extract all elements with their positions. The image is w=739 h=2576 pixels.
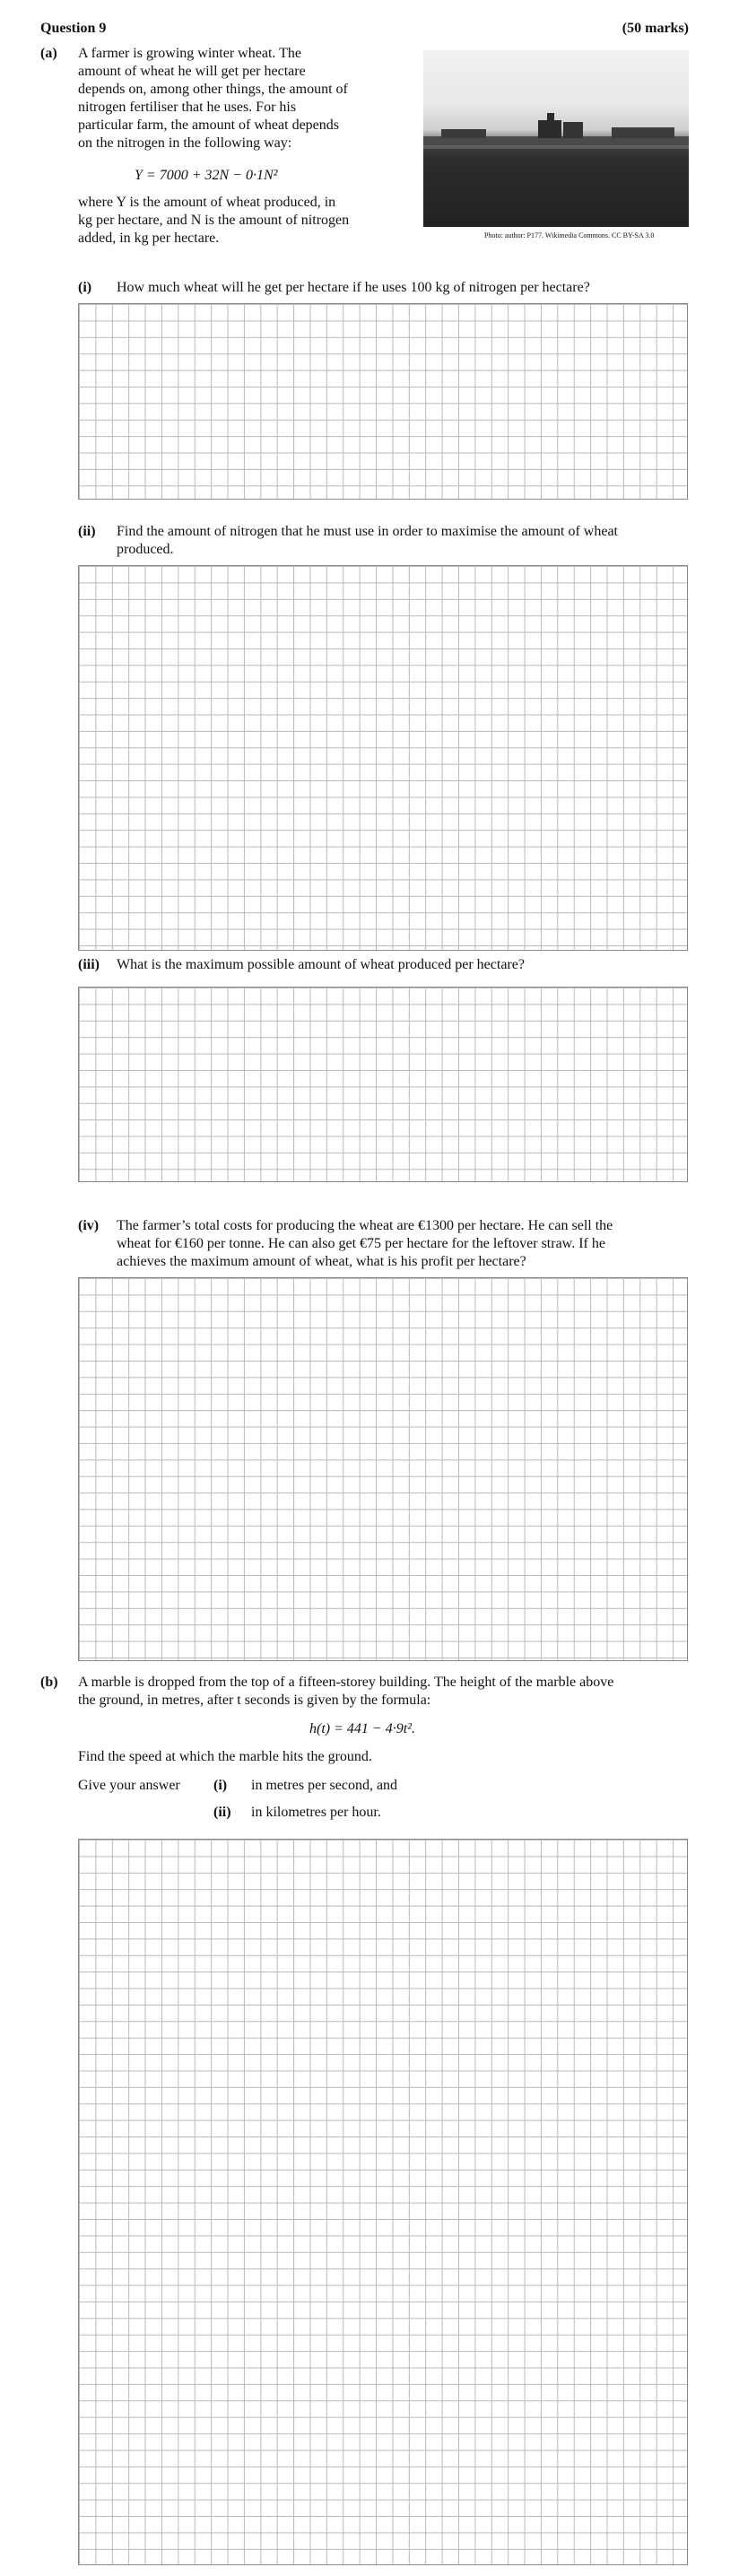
marks-label: (50 marks) [622,21,689,36]
find-instruction: Find the speed at which the marble hits the ground. [78,1749,372,1764]
where-text [78,194,419,248]
option-ii-label: (ii) [213,1805,231,1820]
wheat-equation: Y = 7000 + 32N − 0·1N² [135,168,278,183]
intro-line: nitrogen fertiliser that he uses. For his [78,100,297,115]
answer-grid-iii[interactable] [78,987,688,1182]
part-a-label: (a) [40,46,57,61]
tractor-silhouette-graphic [423,50,689,227]
intro-line: depends on, among other things, the amount of [78,82,348,97]
give-answer-text: Give your answer [78,1778,180,1793]
intro-line: the ground, in metres, after t seconds is given by the formula: [78,1693,431,1708]
answer-grid-b[interactable] [78,1839,688,2565]
answer-grid-iv[interactable] [78,1277,688,1661]
option-i-text: in metres per second, and [251,1778,398,1793]
intro-line: on the nitrogen in the following way: [78,135,292,151]
part-iv-question [117,1217,691,1271]
part-iii-label: (iii) [78,957,100,972]
part-ii-label: (ii) [78,524,96,539]
part-ii-question [117,523,691,559]
question-line: produced. [117,542,174,557]
intro-line: amount of wheat he will get per hectare [78,64,306,79]
part-iii-question [117,956,691,974]
question-line: The farmer’s total costs for producing the wheat are €1300 per hectare. He can sell the [117,1218,613,1233]
where-line: where Y is the amount of wheat produced, in [78,195,336,210]
wheat-field-photo [423,50,689,227]
part-a-intro [78,45,419,152]
part-i-label: (i) [78,280,92,295]
answer-grid-ii[interactable] [78,565,688,951]
intro-line: A marble is dropped from the top of a fifteen-storey building. The height of the marble above [78,1675,614,1690]
photo-credit: Photo: author: P177. Wikimedia Commons. CC BY-SA 3.0 [484,231,655,239]
where-line: kg per hectare, and N is the amount of nitrogen [78,213,350,228]
answer-grid-i[interactable] [78,303,688,500]
option-ii-text: in kilometres per hour. [251,1805,381,1820]
part-b-label: (b) [40,1675,58,1690]
question-line: How much wheat will he get per hectare if he uses 100 kg of nitrogen per hectare? [117,280,590,295]
question-title: Question 9 [40,21,107,36]
question-line: Find the amount of nitrogen that he must use in order to maximise the amount of wheat [117,524,618,539]
question-line: What is the maximum possible amount of wheat produced per hectare? [117,957,525,972]
part-b-intro [78,1674,697,1710]
option-i-label: (i) [213,1778,228,1793]
question-line: achieves the maximum amount of wheat, what is his profit per hectare? [117,1254,526,1269]
intro-line: particular farm, the amount of wheat depends [78,117,339,133]
intro-line: A farmer is growing winter wheat. The [78,46,301,61]
part-i-question [117,279,691,297]
height-equation: h(t) = 441 − 4·9t². [309,1721,415,1736]
question-line: wheat for €160 per tonne. He can also get €75 per hectare for the leftover straw. If he [117,1236,605,1251]
part-iv-label: (iv) [78,1218,100,1233]
where-line: added, in kg per hectare. [78,231,220,246]
